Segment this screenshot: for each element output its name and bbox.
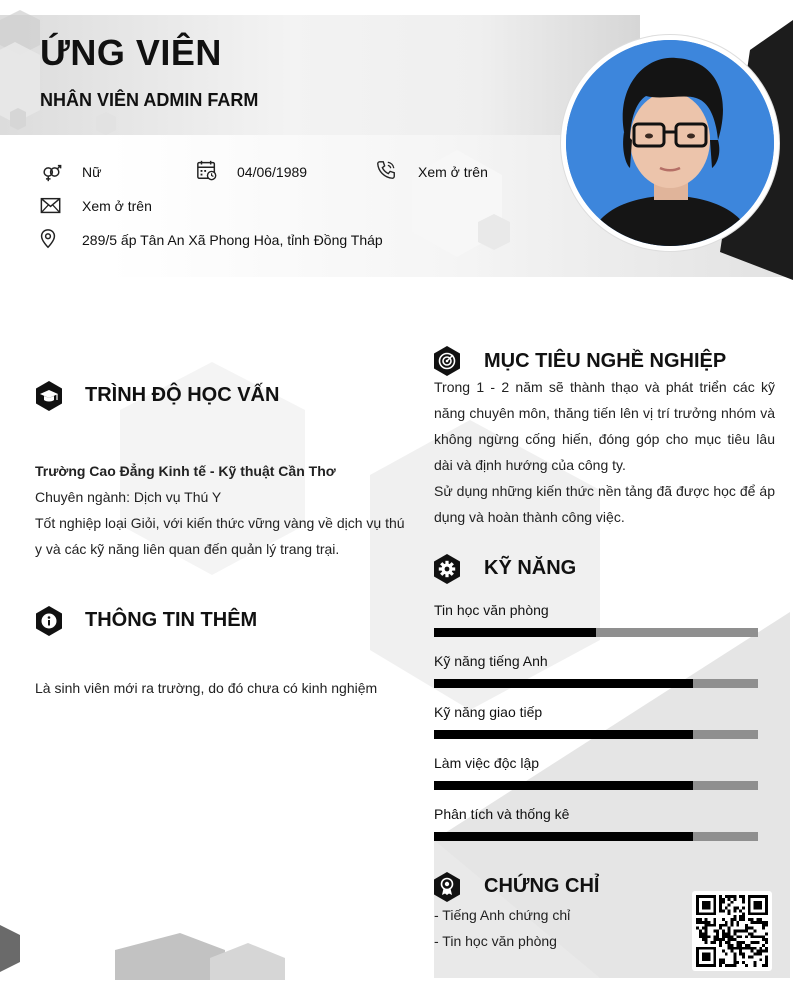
education-school: Trường Cao Đẳng Kinh tế - Kỹ thuật Cần Thơ <box>35 463 336 479</box>
gender-value: Nữ <box>82 164 102 180</box>
address-value: 289/5 ấp Tân An Xã Phong Hòa, tỉnh Đồng Tháp <box>82 232 383 248</box>
extra-info-title: THÔNG TIN THÊM <box>85 609 258 631</box>
certificate-item: - Tiếng Anh chứng chỉ <box>434 907 571 923</box>
candidate-photo <box>561 35 779 251</box>
skill-bar-fill <box>434 832 693 841</box>
phone-icon <box>375 159 397 181</box>
portrait-image <box>566 40 774 246</box>
location-pin-icon <box>37 228 59 250</box>
skill-label: Làm việc độc lập <box>434 755 540 771</box>
qr-code-pattern <box>696 895 768 967</box>
extra-info-text: Là sinh viên mới ra trường, do đó chưa có kinh nghiệm <box>35 680 378 696</box>
target-icon <box>432 345 462 377</box>
education-major: Chuyên ngành: Dịch vụ Thú Y <box>35 489 222 505</box>
gender-icon <box>40 161 62 183</box>
email-value: Xem ở trên <box>82 198 152 214</box>
skills-title: KỸ NĂNG <box>484 557 577 579</box>
skill-bar-fill <box>434 679 693 688</box>
skill-bar <box>434 730 758 739</box>
qr-code <box>692 891 772 971</box>
education-title: TRÌNH ĐỘ HỌC VẤN <box>85 384 280 406</box>
skill-bar-fill <box>434 730 693 739</box>
skill-bar <box>434 781 758 790</box>
gear-icon <box>432 553 462 585</box>
certificate-item: - Tin học văn phòng <box>434 933 557 949</box>
skill-label: Phân tích và thống kê <box>434 806 570 822</box>
skill-label: Kỹ năng giao tiếp <box>434 704 543 720</box>
objective-title: MỤC TIÊU NGHỀ NGHIỆP <box>484 350 727 372</box>
education-description: Tốt nghiệp loại Giỏi, với kiến thức vững vàng về dịch vụ thú y và các kỹ năng liên quan đến quản lý trang trại. <box>35 515 405 557</box>
award-icon <box>432 871 462 903</box>
candidate-name: ỨNG VIÊN <box>40 32 222 73</box>
skill-bar <box>434 832 758 841</box>
skill-bar <box>434 628 758 637</box>
objective-paragraph-1: Trong 1 - 2 năm sẽ thành thạo và phát triển các kỹ năng chuyên môn, thăng tiến lên vị trí trưởng nhóm và không ngừng cống hiến, đóng góp cho mục tiêu lâu dài và định hướng của công ty. <box>434 379 775 473</box>
skill-bar-fill <box>434 628 596 637</box>
skill-label: Kỹ năng tiếng Anh <box>434 653 548 669</box>
skill-bar-fill <box>434 781 693 790</box>
phone-value: Xem ở trên <box>418 164 488 180</box>
calendar-icon <box>196 159 218 181</box>
skill-label: Tin học văn phòng <box>434 602 549 618</box>
birthday-value: 04/06/1989 <box>237 164 308 180</box>
objective-paragraph-2: Sử dụng những kiến thức nền tảng đã được học để áp dụng và hoàn thành công việc. <box>434 483 775 525</box>
job-position: NHÂN VIÊN ADMIN FARM <box>40 90 259 110</box>
skill-bar <box>434 679 758 688</box>
certificates-title: CHỨNG CHỈ <box>484 875 600 897</box>
email-icon <box>40 195 62 217</box>
info-icon <box>34 605 64 637</box>
graduation-cap-icon <box>34 380 64 412</box>
